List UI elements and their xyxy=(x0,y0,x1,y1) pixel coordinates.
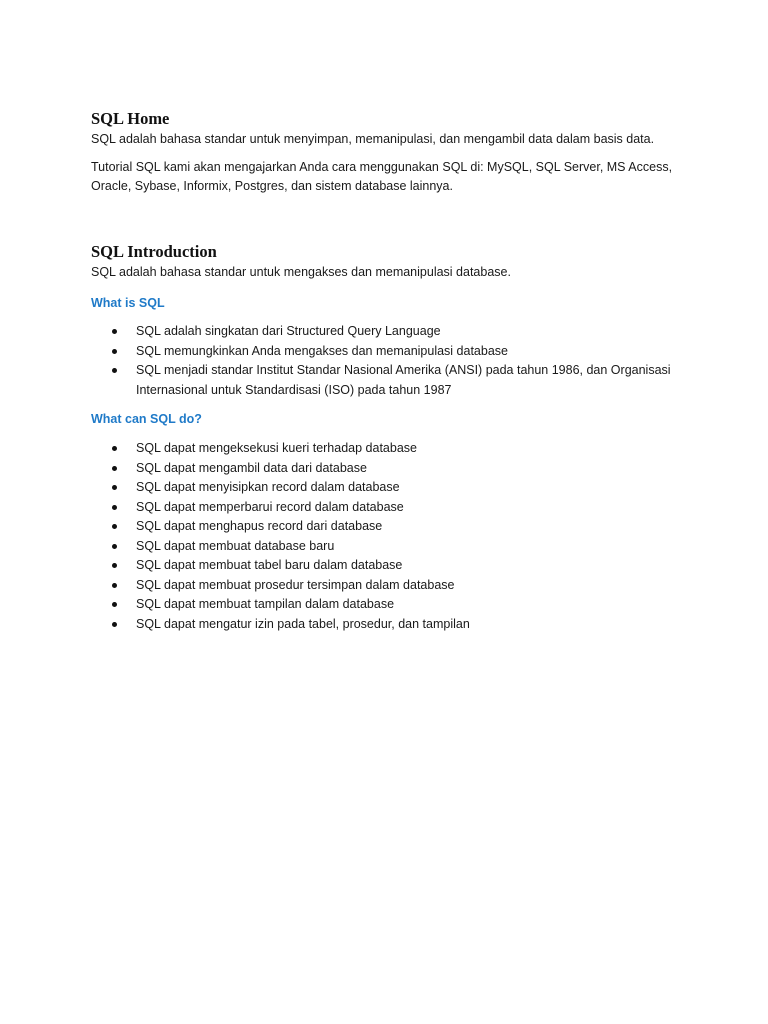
list-item-text-line-2: Internasional untuk Standardisasi (ISO) pada tahun 1987 xyxy=(136,382,452,397)
home-paragraph-1: SQL adalah bahasa standar untuk menyimpan, memanipulasi, dan mengambil data dalam basis data. xyxy=(91,132,655,146)
bullet-icon xyxy=(112,466,117,471)
spacer xyxy=(91,149,681,158)
document-content xyxy=(91,108,681,634)
list-item xyxy=(91,361,681,400)
list-item-text-line-1: SQL menjadi standar Institut Standar Nasional Amerika (ANSI) pada tahun 1986, dan Organisasi xyxy=(136,363,671,377)
list-item-text: SQL dapat menyisipkan record dalam database xyxy=(136,480,400,494)
section-spacer xyxy=(91,196,681,241)
list-item xyxy=(91,615,681,635)
list-item-text: SQL dapat membuat prosedur tersimpan dalam database xyxy=(136,577,455,592)
bullet-icon xyxy=(112,349,117,354)
list-item-text: SQL dapat membuat tabel baru dalam database xyxy=(136,558,403,572)
bullet-icon xyxy=(112,524,117,529)
list-item-text: SQL memungkinkan Anda mengakses dan memanipulasi database xyxy=(136,343,508,358)
home-paragraph-2 xyxy=(91,158,681,196)
list-item xyxy=(91,576,681,596)
introduction-paragraph: SQL adalah bahasa standar untuk mengakses dan memanipulasi database. xyxy=(91,265,511,279)
spacer xyxy=(91,282,681,294)
bullet-icon xyxy=(112,446,117,451)
list-item-text: SQL dapat mengambil data dari database xyxy=(136,460,367,475)
bullet-icon xyxy=(112,622,117,627)
bullet-icon xyxy=(112,329,117,334)
list-item xyxy=(91,595,681,615)
list-item xyxy=(91,342,681,362)
what-is-sql-list xyxy=(91,322,681,400)
spacer xyxy=(91,428,681,439)
list-item xyxy=(91,517,681,537)
list-item-text: SQL dapat membuat tampilan dalam database xyxy=(136,597,395,611)
list-item xyxy=(91,459,681,479)
bullet-icon xyxy=(112,368,117,373)
bullet-icon xyxy=(112,563,117,568)
home-paragraph-2-line-1: Tutorial SQL kami akan mengajarkan Anda cara menggunakan SQL di: MySQL, SQL Server, MS Access, xyxy=(91,160,673,174)
bullet-icon xyxy=(112,583,117,588)
list-item-text: SQL dapat mengeksekusi kueri terhadap database xyxy=(136,441,417,455)
list-item xyxy=(91,322,681,342)
bullet-icon xyxy=(112,485,117,490)
spacer xyxy=(91,312,681,322)
list-item xyxy=(91,556,681,576)
what-can-sql-do-list xyxy=(91,439,681,634)
list-item xyxy=(91,478,681,498)
bullet-icon xyxy=(112,544,117,549)
list-item-text: SQL dapat memperbarui record dalam database xyxy=(136,499,404,514)
list-item xyxy=(91,498,681,518)
list-item-text: SQL dapat mengatur izin pada tabel, prosedur, dan tampilan xyxy=(136,616,470,631)
heading-sql-home: SQL Home xyxy=(91,109,170,128)
subheading-what-is-sql: What is SQL xyxy=(91,296,165,310)
list-item-text: SQL dapat membuat database baru xyxy=(136,538,335,553)
list-item-text: SQL dapat menghapus record dari database xyxy=(136,519,383,533)
heading-sql-introduction: SQL Introduction xyxy=(91,242,217,261)
list-item xyxy=(91,537,681,557)
list-item xyxy=(91,439,681,459)
bullet-icon xyxy=(112,505,117,510)
bullet-icon xyxy=(112,602,117,607)
subheading-what-can-sql-do: What can SQL do? xyxy=(91,412,202,426)
list-item-text: SQL adalah singkatan dari Structured Query Language xyxy=(136,324,441,338)
home-paragraph-2-line-2: Oracle, Sybase, Informix, Postgres, dan sistem database lainnya. xyxy=(91,179,453,193)
spacer xyxy=(91,400,681,410)
